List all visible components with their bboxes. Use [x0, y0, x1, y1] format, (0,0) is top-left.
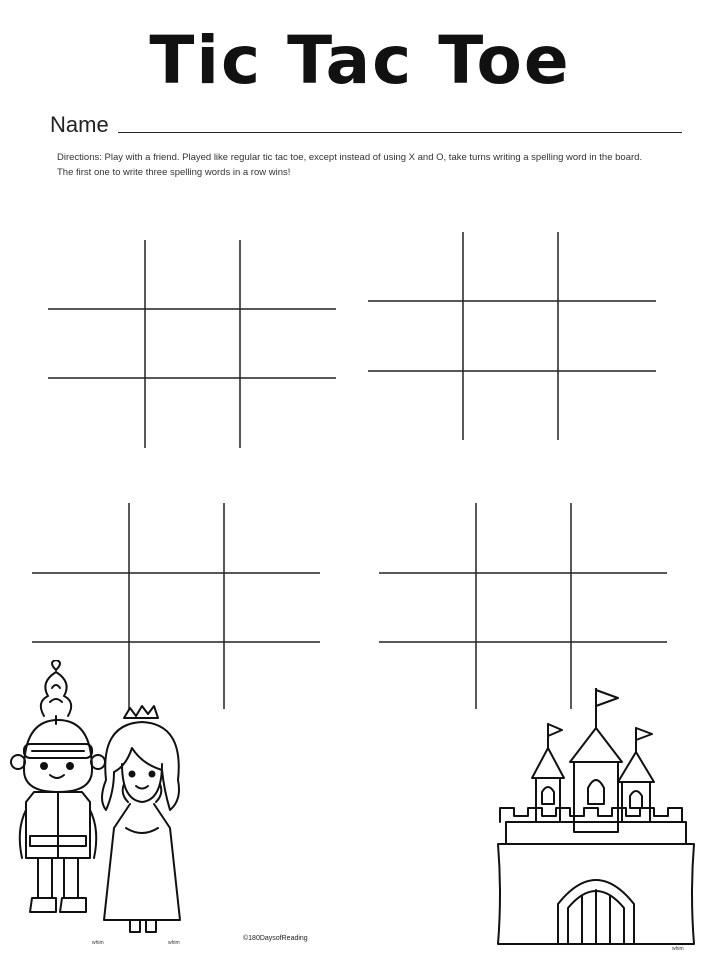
- knight-illustration: [8, 660, 108, 950]
- tic-tac-toe-board-4[interactable]: [379, 503, 669, 713]
- name-row: [50, 112, 640, 142]
- artist-signature-right: whim: [672, 946, 684, 952]
- artist-signature-left: whim: [92, 940, 104, 946]
- directions-text: Directions: Play with a friend. Played like regular tic tac toe, except instead of using X and O, take turns writing a spelling word in the board. The first one to write three spelling words in a row wins!: [57, 152, 643, 178]
- name-blank-line[interactable]: [118, 132, 682, 133]
- tic-tac-toe-board-1[interactable]: [48, 240, 338, 450]
- tic-tac-toe-board-2[interactable]: [368, 232, 658, 442]
- castle-illustration: [496, 688, 696, 950]
- copyright-credit: ©180DaysofReading: [243, 935, 308, 942]
- name-label: Name: [50, 112, 109, 137]
- worksheet-title: Tic Tac Toe: [149, 22, 571, 99]
- artist-signature-middle: whim: [168, 940, 180, 946]
- princess-illustration: [96, 700, 188, 940]
